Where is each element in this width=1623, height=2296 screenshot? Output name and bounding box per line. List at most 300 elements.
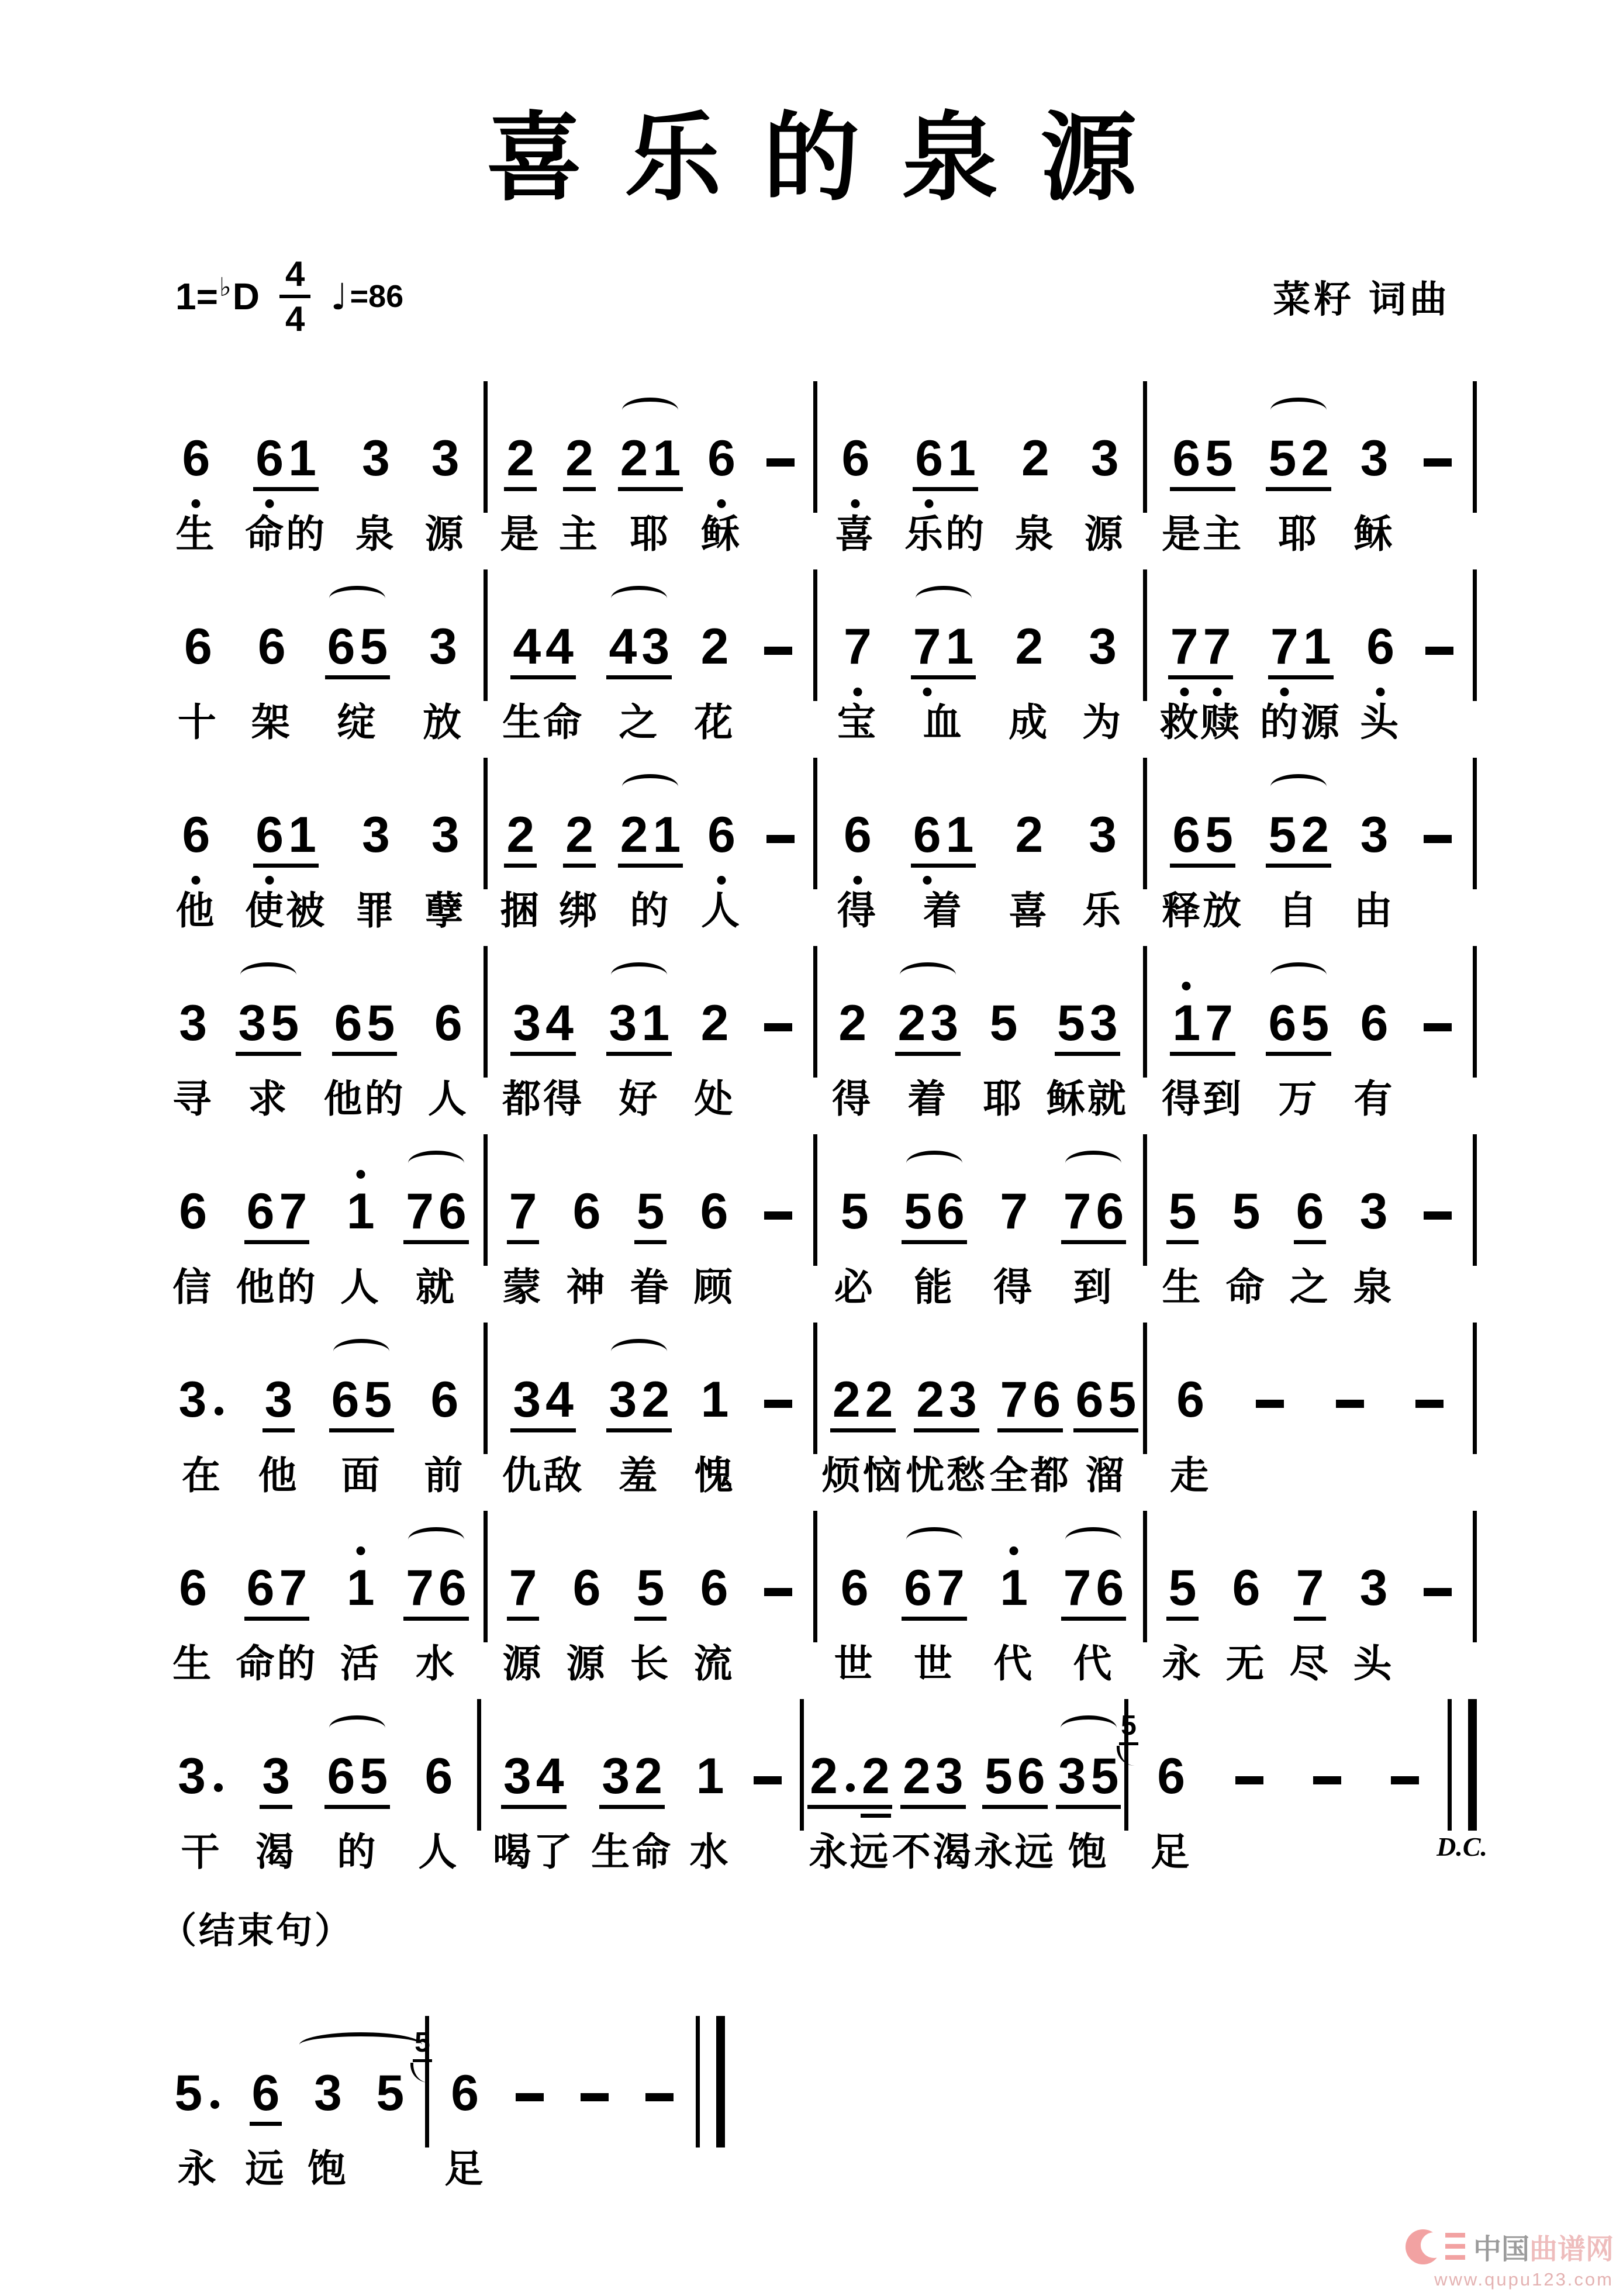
digit: 3: [1089, 995, 1118, 1051]
digit: 5: [636, 1559, 665, 1616]
note-token: [1354, 374, 1395, 553]
note-token: [509, 2009, 550, 2188]
slur-arc: [1065, 1151, 1121, 1176]
digit: 5: [1168, 1559, 1197, 1616]
barline: [813, 381, 817, 513]
note-digits: [253, 430, 319, 491]
note-symbols: [1353, 1504, 1394, 1621]
note-symbols: [255, 1692, 296, 1809]
lyric: 永: [177, 2146, 219, 2190]
quarter-note-icon: ♩: [330, 275, 348, 318]
digit: 4: [513, 618, 541, 675]
note-token: [1354, 939, 1395, 1118]
note-token: [1170, 1316, 1211, 1497]
dash-mark: [1424, 1023, 1452, 1031]
lyric: 世: [913, 1641, 955, 1685]
lyric: 流: [693, 1641, 735, 1685]
barline: [1143, 1323, 1147, 1454]
digit: 6: [904, 1559, 932, 1616]
note-token: [340, 1127, 381, 1306]
note-token: [255, 1692, 296, 1871]
note-symbols: [618, 751, 683, 868]
note-symbols: [1061, 1504, 1127, 1621]
note-digits: [1155, 1748, 1187, 1809]
digit: 7: [279, 1559, 308, 1616]
digit: 2: [838, 995, 867, 1051]
note-token: [1226, 1127, 1267, 1306]
lyric: 命的: [236, 1641, 318, 1685]
note-symbols: [758, 1127, 799, 1244]
note-symbols: [993, 1504, 1034, 1621]
note-symbols: [500, 374, 541, 491]
note-token: [1061, 1127, 1127, 1306]
note-symbols: [837, 751, 878, 868]
note-symbols: [694, 1127, 735, 1244]
note-digits: [332, 995, 398, 1056]
digit: 6: [251, 2064, 280, 2121]
lyric: 着: [923, 888, 964, 932]
note-token: [1417, 939, 1458, 1118]
note-digits: [1266, 806, 1331, 868]
measure: [158, 1316, 484, 1497]
note-token: [175, 751, 216, 930]
note-symbols: [567, 1127, 607, 1244]
digit: 3: [179, 995, 208, 1051]
note-token: [837, 562, 878, 744]
lyric: 生: [1162, 1265, 1203, 1308]
lyric: 喝了: [492, 1829, 575, 1873]
note-digits: [563, 806, 596, 868]
end-barline: [1473, 1134, 1477, 1266]
digit: 5: [1268, 430, 1297, 486]
note-digits: [563, 430, 596, 491]
note-symbols: [253, 374, 319, 491]
dash-mark: [1336, 1400, 1364, 1408]
lyric: 十: [177, 700, 219, 744]
lyric: 仇敌: [502, 1453, 585, 1497]
lyric: 是: [500, 512, 541, 555]
note-symbols: [618, 374, 683, 491]
digit: 1: [948, 430, 976, 486]
note-digits: [997, 1371, 1063, 1432]
note-token: [993, 1504, 1034, 1683]
barline: [813, 1323, 817, 1454]
note-token: [355, 374, 396, 553]
measure: [488, 1504, 813, 1683]
slur-arc: [333, 1339, 389, 1364]
note-digits: [432, 995, 465, 1056]
note-symbols: [1015, 374, 1056, 491]
note-digits: [422, 1748, 455, 1809]
note-symbols: [1290, 1504, 1331, 1621]
digit: 6: [1096, 1183, 1124, 1240]
note-digits: [902, 1183, 967, 1244]
note-digits: [1170, 995, 1235, 1056]
note-token: [895, 939, 961, 1118]
note-symbols: [911, 751, 976, 868]
note-token: [834, 1127, 875, 1306]
digit: 3: [503, 1748, 531, 1804]
note-digits: [1166, 1559, 1199, 1621]
digit: 2: [565, 430, 593, 486]
logo-bars-icon: [1445, 2233, 1465, 2261]
dash-mark: [766, 835, 795, 843]
note-token: [500, 374, 541, 553]
note-digits: [429, 806, 462, 868]
digit: 5: [360, 618, 388, 675]
digit: 5: [904, 1183, 932, 1240]
lyric: 头: [1360, 700, 1401, 744]
lyric: 饱: [307, 2146, 348, 2190]
note-digits: [244, 1559, 310, 1621]
digit: 3: [513, 1371, 541, 1428]
end-barline: [1473, 1511, 1477, 1642]
digit: 7: [1063, 1183, 1092, 1240]
lyric: 稣就: [1046, 1076, 1128, 1120]
note-digits: [428, 1371, 461, 1432]
note-token: [559, 374, 600, 553]
note-symbols: [758, 1504, 799, 1621]
note-symbols: [244, 1127, 310, 1244]
digit: 3: [602, 1748, 630, 1804]
dash-mark: [1415, 1400, 1444, 1408]
lyric: 乐: [1082, 888, 1124, 932]
lyric: 他的: [323, 1076, 406, 1120]
digit: 1: [696, 1748, 724, 1804]
digit: 1: [997, 1563, 1030, 1613]
note-digits: [705, 806, 738, 868]
lyric: 活: [340, 1641, 381, 1685]
note-digits: [1056, 1748, 1121, 1809]
digit: 2: [865, 1371, 893, 1428]
note-token: [425, 374, 466, 553]
digit: 6: [1268, 995, 1297, 1051]
lyric: 释放: [1162, 888, 1244, 932]
note-token: [308, 2009, 348, 2188]
barline: [484, 1323, 488, 1454]
measure: [1147, 1127, 1473, 1306]
lyric: 花: [694, 700, 735, 744]
barline: [484, 1511, 488, 1642]
note-symbols: [172, 1504, 213, 1621]
digit: 6: [841, 810, 874, 860]
score-area: [158, 374, 1487, 2190]
dash-mark: [581, 2093, 609, 2101]
measure: [158, 1504, 484, 1683]
slur-arc: [622, 774, 678, 799]
note-token: [902, 1504, 967, 1683]
digit: 6: [179, 433, 212, 484]
digit: 7: [1201, 622, 1234, 672]
slur-arc: [329, 1715, 385, 1741]
note-token: [1417, 1127, 1458, 1306]
slur-arc: [1061, 1715, 1117, 1741]
measure: [1147, 1316, 1473, 1497]
lyric: 生: [172, 1641, 214, 1685]
note-digits: [344, 1183, 377, 1244]
digit: 6: [1232, 1559, 1261, 1616]
slur-arc: [900, 962, 956, 988]
note-digits: [429, 430, 462, 491]
lyric: 主: [558, 512, 600, 555]
note-token: [1384, 1692, 1425, 1871]
lyric: 在: [181, 1453, 223, 1497]
note-digits: [177, 1559, 209, 1621]
note-token: [1073, 1316, 1139, 1497]
slur-arc: [906, 1151, 962, 1176]
digit: 5: [1090, 1748, 1119, 1804]
digit: 1: [1303, 618, 1331, 675]
note-token: [807, 1692, 892, 1871]
note-digits: [325, 618, 391, 679]
digit: 4: [545, 618, 574, 675]
note-symbols: [355, 374, 396, 491]
measure: [488, 1316, 813, 1497]
watermark-url: www.qupu123.com: [1434, 2269, 1614, 2290]
note-token: [258, 1316, 299, 1497]
digit: 3: [361, 806, 390, 863]
note-token: [694, 1316, 735, 1497]
barline: [484, 569, 488, 701]
note-token: [415, 2009, 486, 2190]
note-digits: [504, 430, 537, 491]
note-digits: [1061, 1559, 1127, 1621]
lyric: 足: [444, 2146, 486, 2190]
note-symbols: [1009, 751, 1049, 868]
note-symbols: [175, 751, 216, 868]
lyric: 忧愁: [905, 1453, 987, 1497]
digit: 6: [179, 810, 212, 860]
note-symbols: [500, 751, 541, 868]
dash-mark: [1391, 1776, 1419, 1784]
lyric: 永: [1162, 1641, 1203, 1685]
note-token: [1162, 751, 1244, 930]
note-digits: [606, 618, 672, 679]
digit: 6: [700, 1559, 728, 1616]
lyric: 代: [1073, 1641, 1114, 1685]
note-digits: [982, 1748, 1048, 1809]
note-symbols: [902, 1127, 967, 1244]
digit: 6: [334, 995, 362, 1051]
digit: 6: [911, 810, 944, 860]
digit: 6: [913, 433, 945, 484]
lyric: 泉: [1353, 1265, 1394, 1308]
note-digits: [836, 995, 869, 1056]
note-token: [236, 1504, 317, 1683]
note-symbols: [1268, 562, 1334, 679]
lyric: 耶: [630, 512, 671, 555]
note-digits: [699, 1371, 731, 1432]
note-token: [758, 1127, 799, 1306]
note-symbols: [1307, 1692, 1348, 1809]
note-symbols: [1170, 374, 1235, 491]
augmentation-dot: [215, 1407, 223, 1415]
note-token: [1015, 374, 1056, 553]
note-token: [1229, 1692, 1270, 1871]
digit: 6: [253, 433, 286, 484]
note-digits: [1166, 1183, 1199, 1244]
note-symbols: [630, 1504, 671, 1621]
digit: 6: [327, 1748, 355, 1804]
digit: 4: [609, 618, 637, 675]
note-token: [1290, 1127, 1331, 1306]
note-token: [1061, 1504, 1127, 1683]
lyric: 长: [630, 1641, 671, 1685]
lyric: 的: [337, 1829, 378, 1873]
note-token: [758, 939, 799, 1118]
note-symbols: [1266, 751, 1331, 868]
note-symbols: [509, 2009, 550, 2126]
note-symbols: [997, 1316, 1063, 1432]
note-symbols: [329, 1316, 395, 1432]
watermark-site-gray: 中国: [1473, 2234, 1529, 2265]
dash-mark: [1424, 1588, 1452, 1596]
digit: 3: [264, 1371, 293, 1428]
measure: [1121, 1692, 1448, 1873]
measure: [158, 1127, 484, 1306]
lyric: 捆: [500, 888, 541, 932]
digit: 2: [641, 1371, 670, 1428]
note-digits: [510, 618, 576, 679]
note-digits: [1174, 1371, 1207, 1432]
lyric: 是主: [1162, 512, 1244, 555]
slur-arc: [611, 1339, 667, 1364]
lyric: 自: [1278, 888, 1320, 932]
note-symbols: [983, 939, 1024, 1056]
note-token: [834, 1504, 875, 1683]
dash-mark: [1313, 1776, 1341, 1784]
digit: 6: [936, 1183, 965, 1240]
lyric: 有: [1353, 1076, 1395, 1120]
note-symbols: [258, 1316, 299, 1432]
note-token: [606, 1316, 672, 1497]
note-token: [1159, 562, 1242, 744]
barline: [484, 946, 488, 1078]
lyric: 永远: [973, 1829, 1056, 1873]
note-digits: [997, 1183, 1030, 1244]
note-symbols: [1417, 939, 1458, 1056]
lyric: 源: [424, 512, 466, 555]
score-line: [158, 2009, 725, 2188]
dash-mark: [1425, 647, 1453, 655]
note-token: [747, 1692, 788, 1871]
note-symbols: [606, 939, 672, 1056]
measure: [488, 751, 813, 930]
dash-mark: [754, 1776, 782, 1784]
note-symbols: [1266, 939, 1331, 1056]
note-digits: [694, 1748, 727, 1809]
note-symbols: [332, 939, 398, 1056]
note-digits: [599, 1748, 665, 1809]
measure: [1147, 374, 1473, 553]
note-token: [1266, 374, 1331, 553]
qupu-logo-icon: [1406, 2229, 1441, 2264]
tempo-value: =86: [350, 279, 404, 315]
note-symbols: [403, 1504, 469, 1621]
note-symbols: [178, 562, 219, 679]
barline: [1143, 946, 1147, 1078]
note-symbols: [694, 1504, 735, 1621]
note-digits: [699, 995, 731, 1056]
dash-mark: [1424, 1211, 1452, 1220]
measure: [1147, 1504, 1473, 1683]
note-token: [1360, 562, 1401, 744]
note-token: [370, 2009, 410, 2188]
digit: 7: [936, 1559, 965, 1616]
note-digits: [360, 806, 392, 868]
digit: 5: [174, 2064, 203, 2121]
note-symbols: [245, 2009, 286, 2126]
measure: [1147, 939, 1473, 1118]
note-token: [423, 562, 464, 744]
note-token: [630, 1127, 671, 1306]
note-token: [177, 562, 219, 744]
note-symbols: [1409, 1316, 1450, 1432]
note-token: [1354, 751, 1395, 930]
score-line: [158, 751, 1477, 930]
lyric: 孽: [424, 888, 466, 932]
digit: 6: [1172, 806, 1201, 863]
note-symbols: [172, 1127, 213, 1244]
lyric: 宝: [837, 700, 878, 744]
lyric: 救赎: [1159, 700, 1242, 744]
lyric: 走: [1170, 1453, 1211, 1497]
barline: [800, 1699, 804, 1831]
note-digits: [427, 618, 460, 679]
lyric: 稣: [1353, 512, 1395, 555]
lyric: 稣: [700, 512, 742, 555]
digit: 6: [179, 1559, 208, 1616]
note-token: [245, 2009, 286, 2188]
note-symbols: [1417, 1127, 1458, 1244]
measure: [817, 939, 1143, 1118]
note-digits: [510, 1371, 576, 1432]
lyric: 好: [619, 1076, 660, 1120]
lyric: 耶: [1278, 512, 1320, 555]
note-digits: [997, 1559, 1030, 1621]
note-digits: [1019, 430, 1052, 491]
measure: [488, 562, 813, 744]
digit: 3: [262, 1748, 291, 1804]
note-symbols: [510, 1316, 576, 1432]
note-token: [245, 751, 327, 930]
lyric: 前: [424, 1453, 465, 1497]
note-digits: [263, 1371, 295, 1432]
digit: 2: [620, 806, 648, 863]
lyric: 绑: [558, 888, 600, 932]
lyric: 得: [993, 1265, 1035, 1308]
note-token: [502, 562, 585, 744]
note-digits: [1086, 806, 1119, 868]
lyric: 为: [1082, 700, 1124, 744]
note-token: [236, 1127, 317, 1306]
note-token: [835, 374, 876, 553]
note-symbols: [177, 1316, 229, 1432]
note-token: [689, 1692, 730, 1871]
note-symbols: [324, 1692, 390, 1809]
note-token: [1419, 562, 1460, 741]
digit: 2: [700, 618, 729, 675]
note-digits: [374, 2064, 406, 2126]
digit: 2: [1021, 430, 1049, 486]
key-letter: D: [232, 275, 260, 318]
note-digits: [507, 1559, 540, 1621]
note-token: [1409, 1316, 1450, 1494]
digit: 6: [331, 1371, 360, 1428]
note-token: [503, 1127, 544, 1306]
note-digits: [841, 618, 874, 679]
note-token: [567, 1127, 607, 1306]
